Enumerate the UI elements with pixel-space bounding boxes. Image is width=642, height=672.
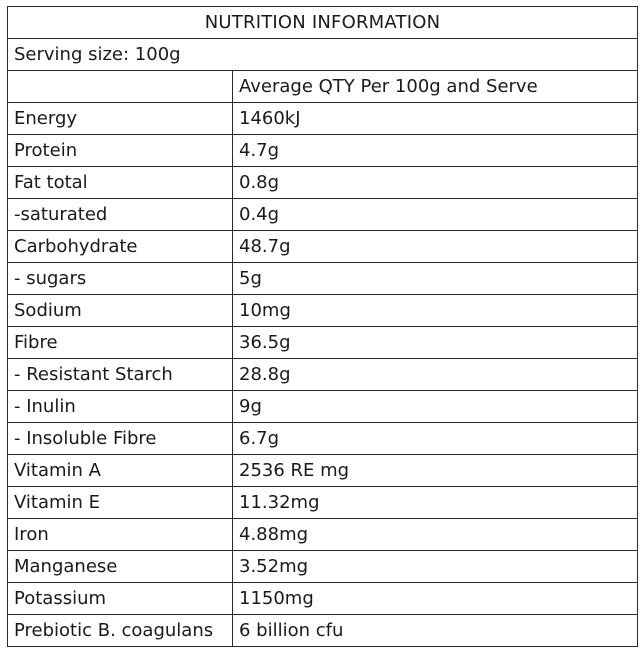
nutrient-amount: 36.5g [233, 327, 638, 359]
nutrient-amount: 0.8g [233, 167, 638, 199]
nutrient-amount: 2536 RE mg [233, 455, 638, 487]
nutrient-name: Energy [8, 103, 233, 135]
nutrient-amount: 10mg [233, 295, 638, 327]
nutrient-amount: 5g [233, 263, 638, 295]
table-row [8, 167, 638, 199]
header-blank-cell [8, 71, 233, 103]
nutrient-amount: 6 billion cfu [233, 615, 638, 647]
nutrition-panel [7, 6, 637, 647]
nutrient-amount: 1150mg [233, 583, 638, 615]
nutrient-amount: 9g [233, 391, 638, 423]
nutrient-name: - Insoluble Fibre [8, 423, 233, 455]
nutrient-amount: 3.52mg [233, 551, 638, 583]
nutrient-name: Fibre [8, 327, 233, 359]
serving-size: Serving size: 100g [8, 39, 638, 71]
nutrition-table [7, 6, 638, 647]
title-row [8, 7, 638, 39]
header-row [8, 71, 638, 103]
nutrient-amount: 48.7g [233, 231, 638, 263]
table-row [8, 359, 638, 391]
table-row [8, 327, 638, 359]
nutrient-amount: 28.8g [233, 359, 638, 391]
nutrient-name: Fat total [8, 167, 233, 199]
nutrient-amount: 0.4g [233, 199, 638, 231]
table-row [8, 263, 638, 295]
nutrient-name: - sugars [8, 263, 233, 295]
serving-row [8, 39, 638, 71]
column-header: Average QTY Per 100g and Serve [233, 71, 638, 103]
nutrient-name: Protein [8, 135, 233, 167]
nutrient-name: Prebiotic B. coagulans [8, 615, 233, 647]
nutrient-name: Vitamin E [8, 487, 233, 519]
table-row [8, 423, 638, 455]
nutrient-name: Manganese [8, 551, 233, 583]
table-row [8, 487, 638, 519]
nutrient-name: Iron [8, 519, 233, 551]
nutrient-name: Vitamin A [8, 455, 233, 487]
nutrient-amount: 6.7g [233, 423, 638, 455]
nutrient-amount: 4.88mg [233, 519, 638, 551]
table-row [8, 295, 638, 327]
table-row [8, 519, 638, 551]
nutrient-amount: 1460kJ [233, 103, 638, 135]
nutrient-name: Carbohydrate [8, 231, 233, 263]
nutrient-amount: 4.7g [233, 135, 638, 167]
nutrient-name: - Resistant Starch [8, 359, 233, 391]
table-row [8, 135, 638, 167]
table-row [8, 551, 638, 583]
table-row [8, 391, 638, 423]
table-row [8, 199, 638, 231]
table-title: NUTRITION INFORMATION [8, 7, 638, 39]
table-row [8, 103, 638, 135]
table-row [8, 231, 638, 263]
table-row [8, 455, 638, 487]
table-row [8, 615, 638, 647]
table-row [8, 583, 638, 615]
nutrient-name: - Inulin [8, 391, 233, 423]
nutrient-name: Potassium [8, 583, 233, 615]
nutrient-name: Sodium [8, 295, 233, 327]
nutrient-amount: 11.32mg [233, 487, 638, 519]
nutrient-name: -saturated [8, 199, 233, 231]
